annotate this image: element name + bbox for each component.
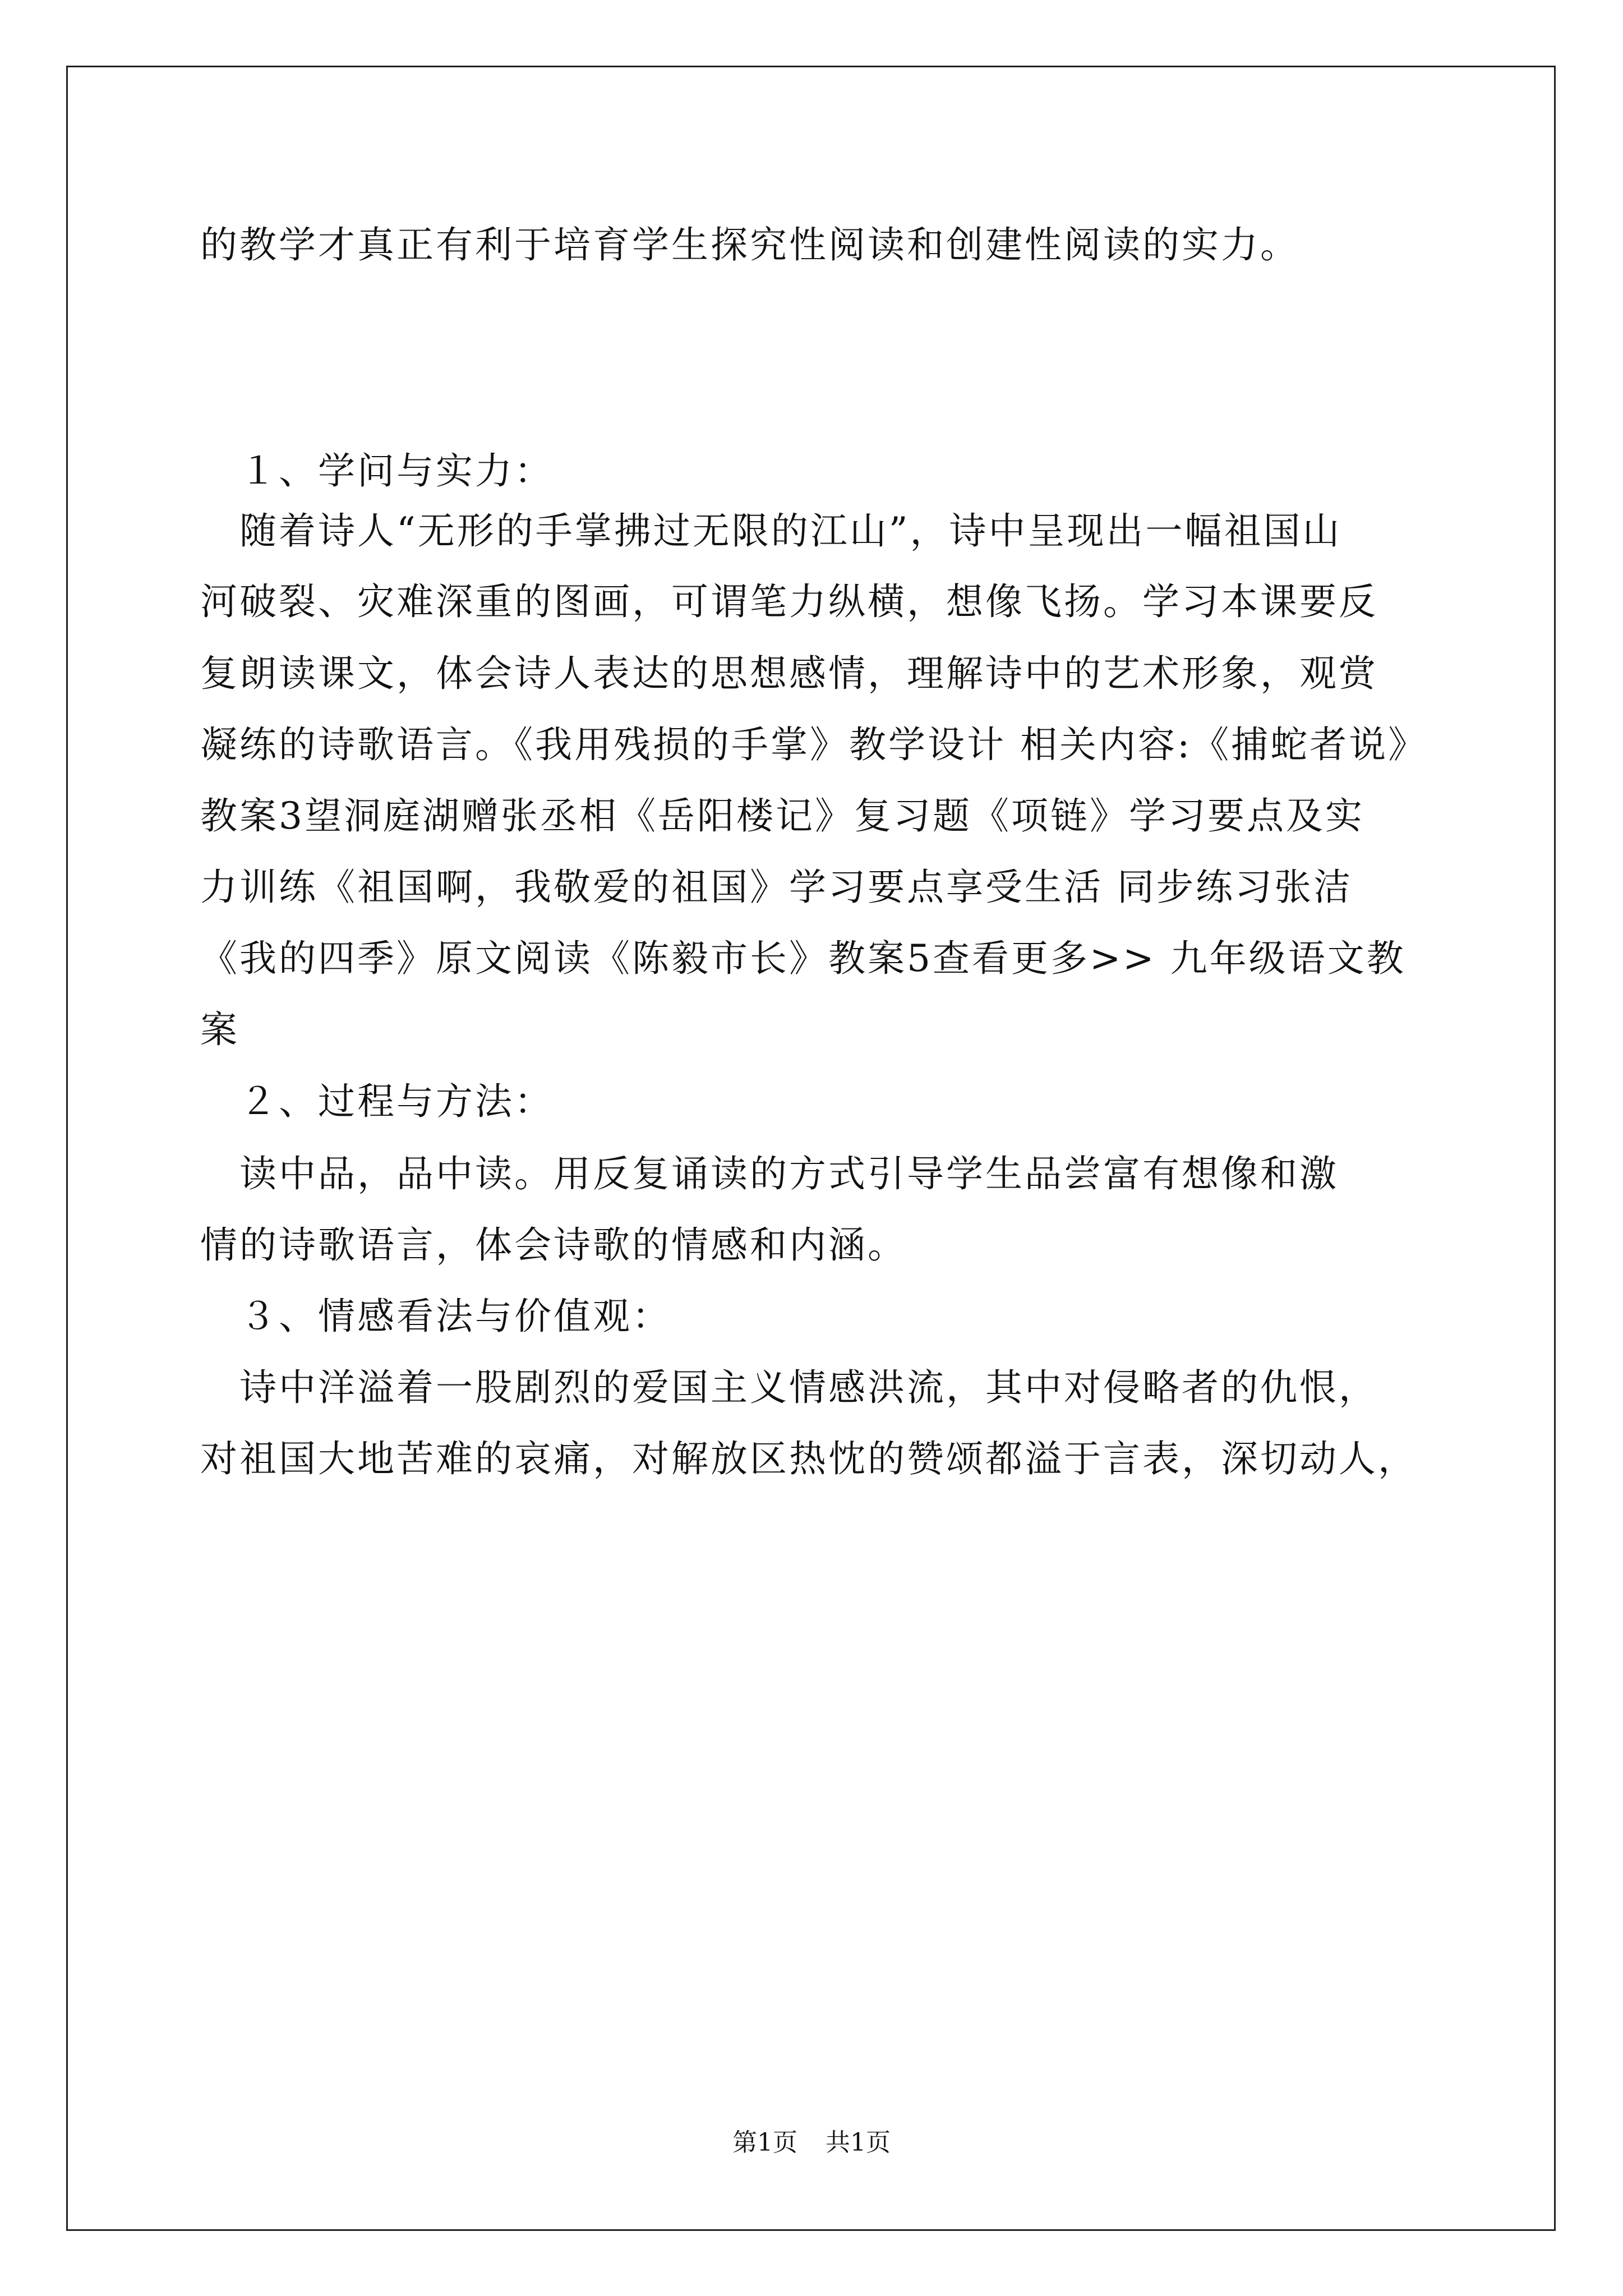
page-border: [66, 66, 1556, 2231]
paragraph-line: 河破裂、灾难深重的图画，可谓笔力纵横，想像飞扬。学习本课要反: [200, 580, 1378, 623]
paragraph-line: 读中品，品中读。用反复诵读的方式引导学生品尝富有想像和激: [200, 1152, 1339, 1195]
paragraph-line: 情的诗歌语言，体会诗歌的情感和内涵。: [200, 1223, 907, 1267]
section-heading-values: ３、情感看法与价值观：: [200, 1295, 671, 1338]
paragraph-line: 对祖国大地苦难的哀痛，对解放区热忱的赞颂都溢于言表，深切动人，: [200, 1437, 1417, 1480]
paragraph-line: 案: [200, 1008, 239, 1051]
page-number-label: 第1页: [732, 2128, 797, 2157]
paragraph-line: 凝练的诗歌语言。《我用残损的手掌》教学设计 相关内容:《捕蛇者说》: [200, 723, 1428, 766]
paragraph-line: 力训练《祖国啊，我敬爱的祖国》学习要点享受生活 同步练习张洁: [200, 866, 1353, 909]
paragraph-line: 诗中洋溢着一股剧烈的爱国主义情感洪流，其中对侵略者的仇恨，: [200, 1366, 1378, 1409]
paragraph-line: 教案3望洞庭湖赠张丞相《岳阳楼记》复习题《项链》学习要点及实: [200, 794, 1364, 838]
paragraph-line: 《我的四季》原文阅读《陈毅市长》教案5查看更多>> 九年级语文教: [200, 937, 1406, 980]
page-footer: [0, 2126, 1623, 2160]
paragraph-line: 复朗读课文，体会诗人表达的思想感情，理解诗中的艺术形象，观赏: [200, 652, 1378, 695]
section-heading-process: ２、过程与方法：: [200, 1080, 554, 1123]
paragraph-line: 的教学才真正有利于培育学生探究性阅读和创建性阅读的实力。: [200, 223, 1299, 266]
section-heading-knowledge: １、学问与实力：: [200, 449, 554, 493]
page-total-label: 共1页: [826, 2128, 891, 2157]
paragraph-line: 随着诗人“无形的手掌拂过无限的江山”，诗中呈现出一幅祖国山: [200, 509, 1342, 553]
